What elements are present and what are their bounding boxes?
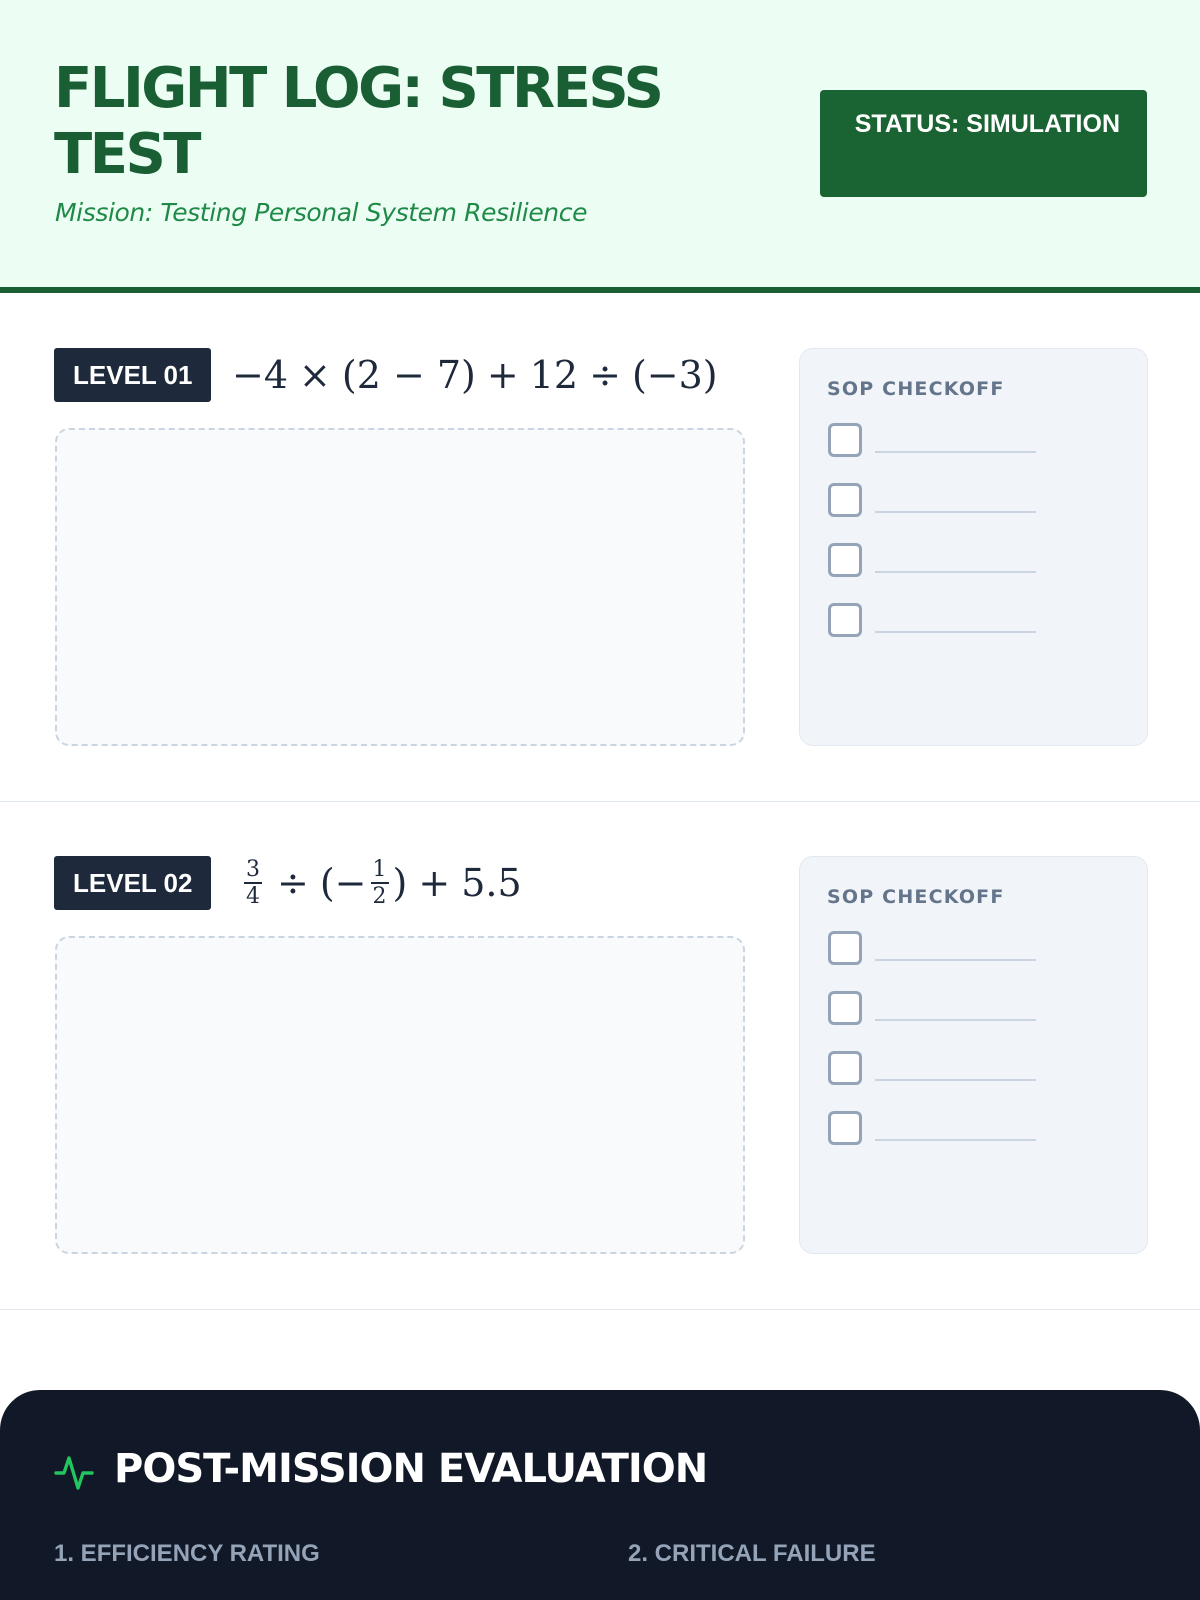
level-expression [232,348,718,402]
checkbox[interactable] [828,1051,862,1085]
checkbox[interactable] [828,603,862,637]
post-mission-evaluation [0,1390,1200,1600]
write-in-line[interactable] [875,959,1036,961]
fraction-denominator: 4 [246,884,260,909]
efficiency-rating-label: 1. EFFICIENCY RATING [54,1540,320,1567]
pulse-icon [54,1452,94,1492]
level-02-section [0,802,1200,1310]
sop-checkoff-panel [799,856,1148,1254]
level-01-section [0,294,1200,802]
page-header [0,0,1200,293]
level-expression [240,856,522,910]
level-tag: LEVEL 01 [54,348,211,402]
expr-term: 5.5 [461,861,522,905]
checkbox[interactable] [828,543,862,577]
write-in-line[interactable] [875,631,1036,633]
expr-operator: + [418,861,451,905]
fraction [371,857,389,909]
sop-row [828,543,1128,577]
fraction-denominator: 2 [372,884,387,909]
expr-operator: + [486,353,519,397]
sop-checkoff-title: SOP CHECKOFF [827,886,1005,908]
sop-row [828,1111,1128,1145]
expr-operator: ÷ [589,353,621,397]
evaluation-title: POST-MISSION EVALUATION [114,1446,708,1492]
status-badge: STATUS: SIMULATION [820,90,1147,197]
expr-term: 12 [529,353,579,397]
sop-row [828,423,1128,457]
expr-paren-open: (− [319,861,367,905]
checkbox[interactable] [828,991,862,1025]
expr-term: (2 − 7) [341,353,476,397]
write-in-line[interactable] [875,451,1036,453]
page-title: FLIGHT LOG: STRESS TEST [54,56,662,187]
checkbox[interactable] [828,423,862,457]
write-in-line[interactable] [875,1019,1036,1021]
sop-row [828,603,1128,637]
sop-checkoff-title: SOP CHECKOFF [827,378,1005,400]
expr-term: −4 [232,353,289,397]
write-in-line[interactable] [875,1079,1036,1081]
checkbox[interactable] [828,483,862,517]
sop-row [828,483,1128,517]
write-in-line[interactable] [875,1139,1036,1141]
fraction [244,857,262,909]
write-in-line[interactable] [875,571,1036,573]
expr-term: (−3) [631,353,718,397]
level-tag: LEVEL 02 [54,856,211,910]
checkbox[interactable] [828,931,862,965]
expr-paren-close: ) [392,861,408,905]
work-area[interactable] [55,936,745,1254]
expr-operator: ÷ [277,861,309,905]
sop-row [828,1051,1128,1085]
fraction-numerator: 3 [246,857,260,882]
work-area[interactable] [55,428,745,746]
write-in-line[interactable] [875,511,1036,513]
fraction-numerator: 1 [372,857,387,882]
expr-operator: × [299,353,331,397]
sop-row [828,931,1128,965]
critical-failure-label: 2. CRITICAL FAILURE [628,1540,876,1567]
checkbox[interactable] [828,1111,862,1145]
sop-row [828,991,1128,1025]
mission-subtitle: Mission: Testing Personal System Resilience [55,198,588,227]
sop-checkoff-panel [799,348,1148,746]
